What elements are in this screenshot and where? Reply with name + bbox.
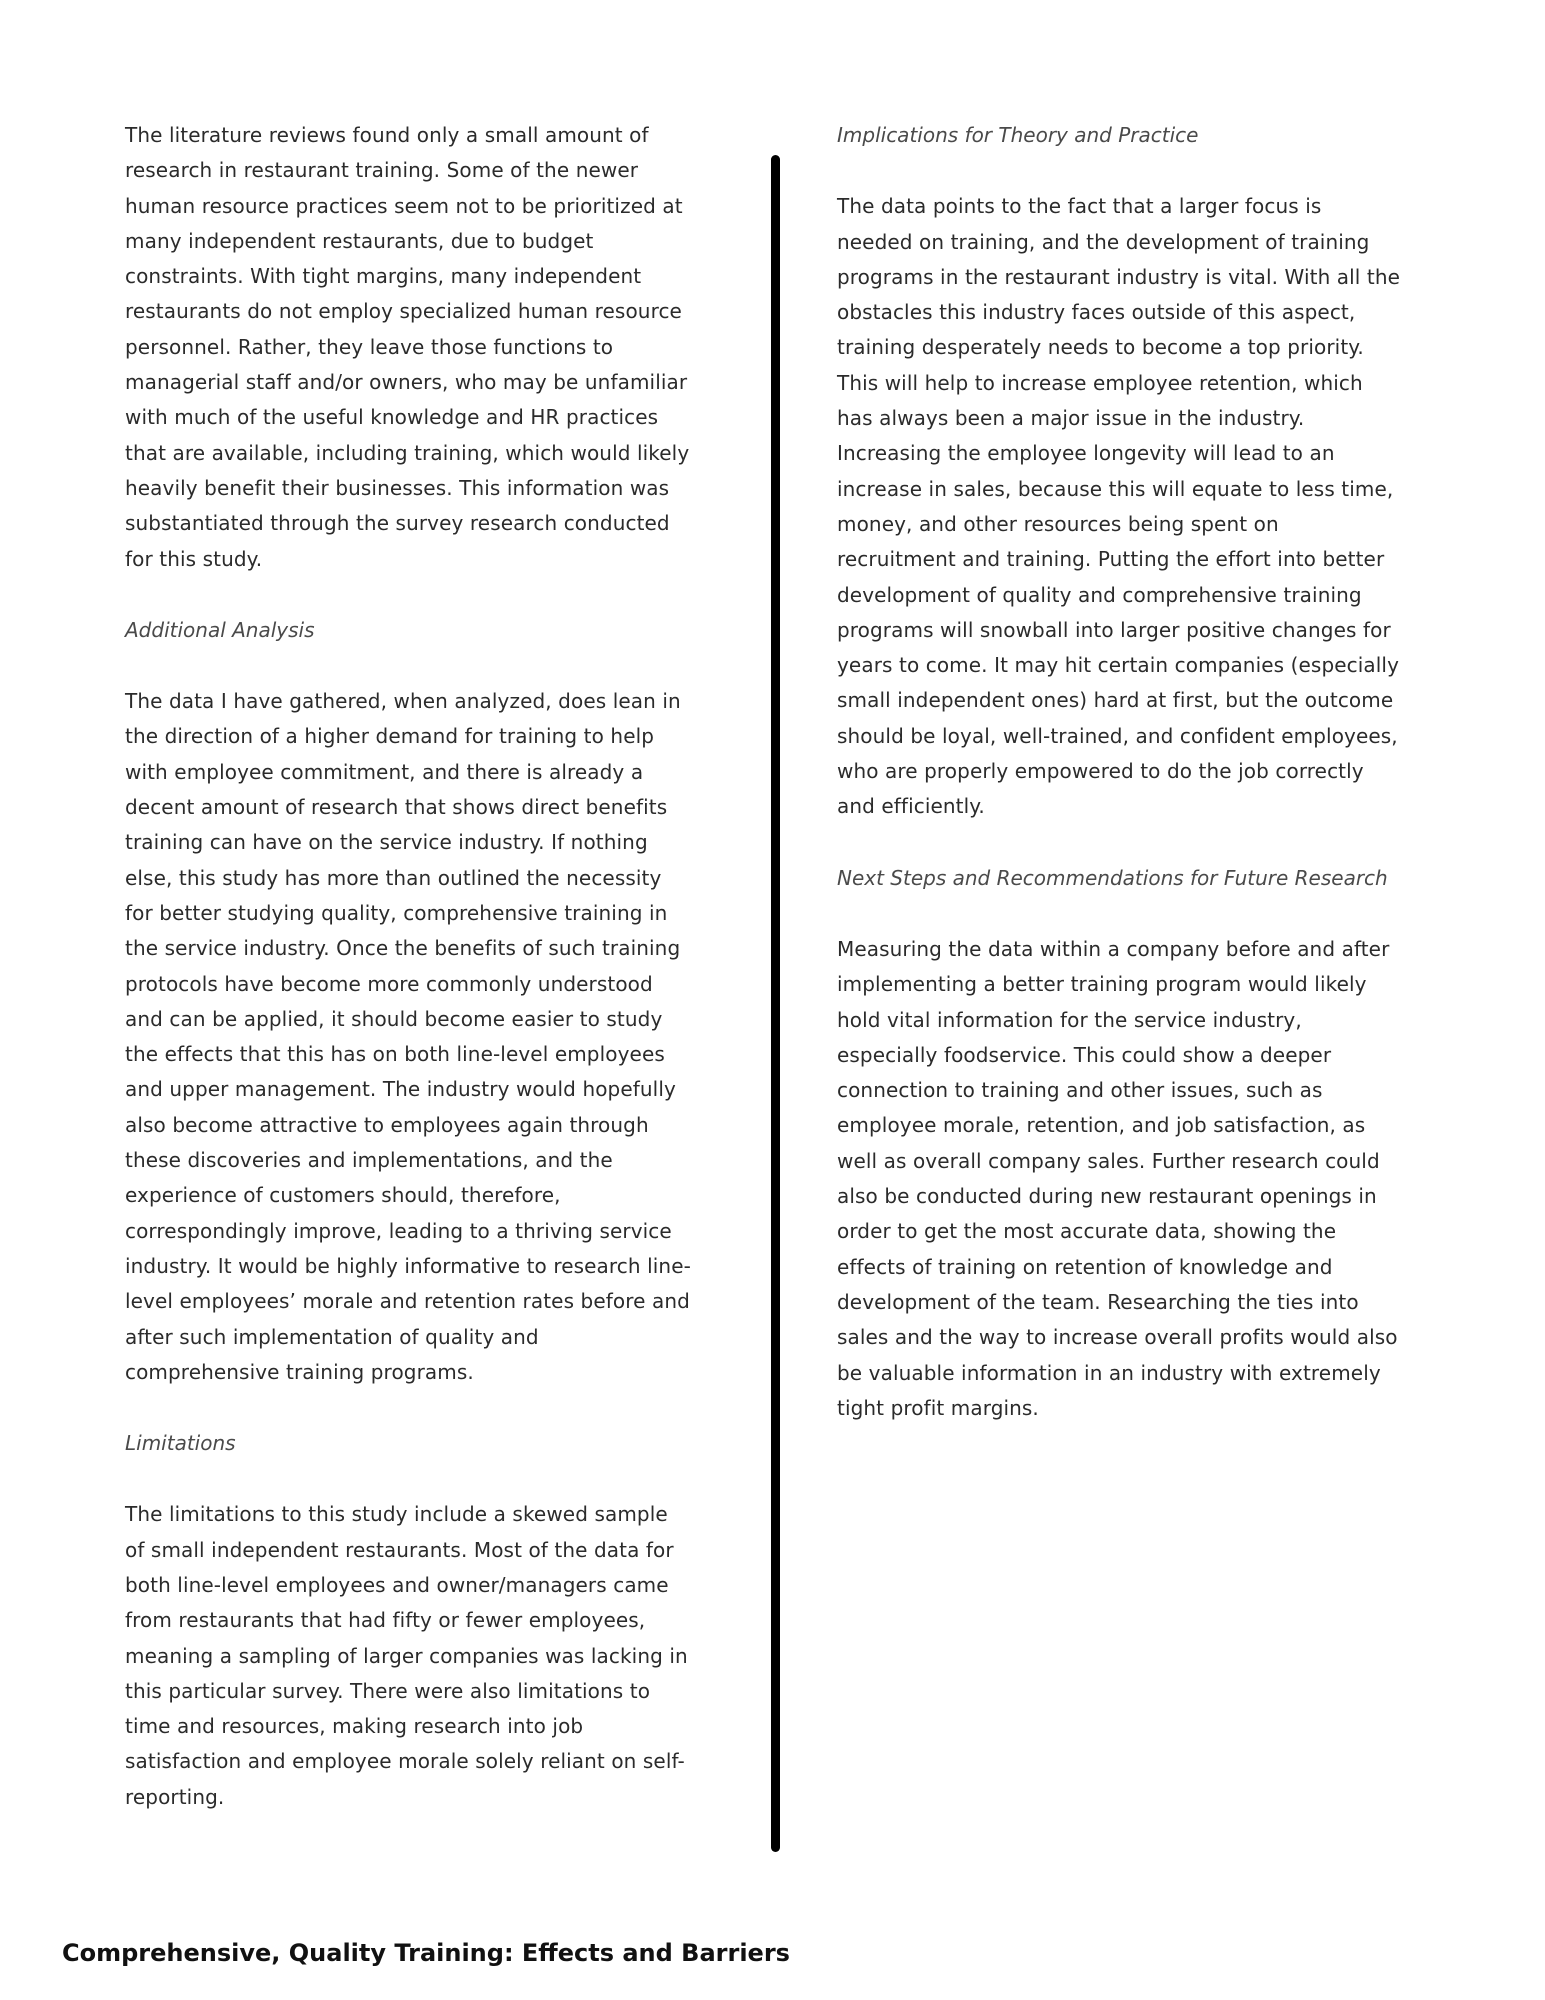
right-column	[837, 118, 1403, 1462]
footer-title: Comprehensive, Quality Training: Effects and Barriers	[62, 1939, 790, 1967]
limitations-paragraph: The limitations to this study include a skewed sample of small independent restaurants. Most of the data for both line-level employees and owner/managers came from restaurants that had fifty or fewer employees, meaning a sampling of larger companies was lacking in this particular survey. There were also limitations to time and resources, making research into job satisfaction and employee morale solely reliant on self-reporting.	[125, 1502, 688, 1809]
left-column	[125, 118, 691, 1851]
limitations-heading: Limitations	[125, 1431, 236, 1456]
implications-heading: Implications for Theory and Practice	[837, 123, 1199, 147]
additional-analysis-paragraph: The data I have gathered, when analyzed, does lean in the direction of a higher demand for training to help with employee commitment, and there is already a decent amount of research that shows direct benefits training can have on the service industry. If nothing else, this study has more than outlined the necessity for better studying quality, comprehensive training in the service industry. Once the benefits of such training protocols have become more commonly understood and can be applied, it should become easier to study the effects that this has on both line-level employees and upper management. The industry would hopefully also become attractive to employees again through these discoveries and implementations, and the experience of customers should, therefore, correspondingly improve, leading to a thriving service industry. It would be highly informative to research line-level employees’ morale and retention rates before and after such implementation of quality and comprehensive training programs.	[125, 689, 691, 1384]
next-steps-heading: Next Steps and Recommendations for Future Research	[837, 865, 1388, 890]
additional-analysis-heading: Additional Analysis	[125, 617, 315, 642]
intro-paragraph: The literature reviews found only a small amount of research in restaurant training. Some of the newer human resource practices seem not to be prioritized at many independent restaurants, due to budget constraints. With tight margins, many independent restaurants do not employ specialized human resource personnel. Rather, they leave those functions to managerial staff and/or owners, who may be unfamiliar with much of the useful knowledge and HR practices that are available, including training, which would likely heavily benefit their businesses. This information was substantiated through the survey research conducted for this study.	[125, 123, 690, 571]
column-divider	[771, 155, 780, 1852]
implications-paragraph: The data points to the fact that a larger focus is needed on training, and the development of training programs in the restaurant industry is vital. With all the obstacles this industry faces outside of this aspect, training desperately needs to become a top priority. This will help to increase employee retention, which has always been a major issue in the industry. Increasing the employee longevity will lead to an increase in sales, because this will equate to less time, money, and other resources being spent on recruitment and training. Putting the effort into better development of quality and comprehensive training programs will snowball into larger positive changes for years to come. It may hit certain companies (especially small independent ones) hard at first, but the outcome should be loyal, well-trained, and confident employees, who are properly empowered to do the job correctly and efficiently.	[837, 194, 1401, 819]
next-steps-paragraph: Measuring the data within a company before and after implementing a better training program would likely hold vital information for the service industry, especially foodservice. This could show a deeper connection to training and other issues, such as employee morale, retention, and job satisfaction, as well as overall company sales. Further research could also be conducted during new restaurant openings in order to get the most accurate data, showing the effects of training on retention of knowledge and development of the team. Researching the ties into sales and the way to increase overall profits would also be valuable information in an industry with extremely tight profit margins.	[837, 936, 1398, 1420]
